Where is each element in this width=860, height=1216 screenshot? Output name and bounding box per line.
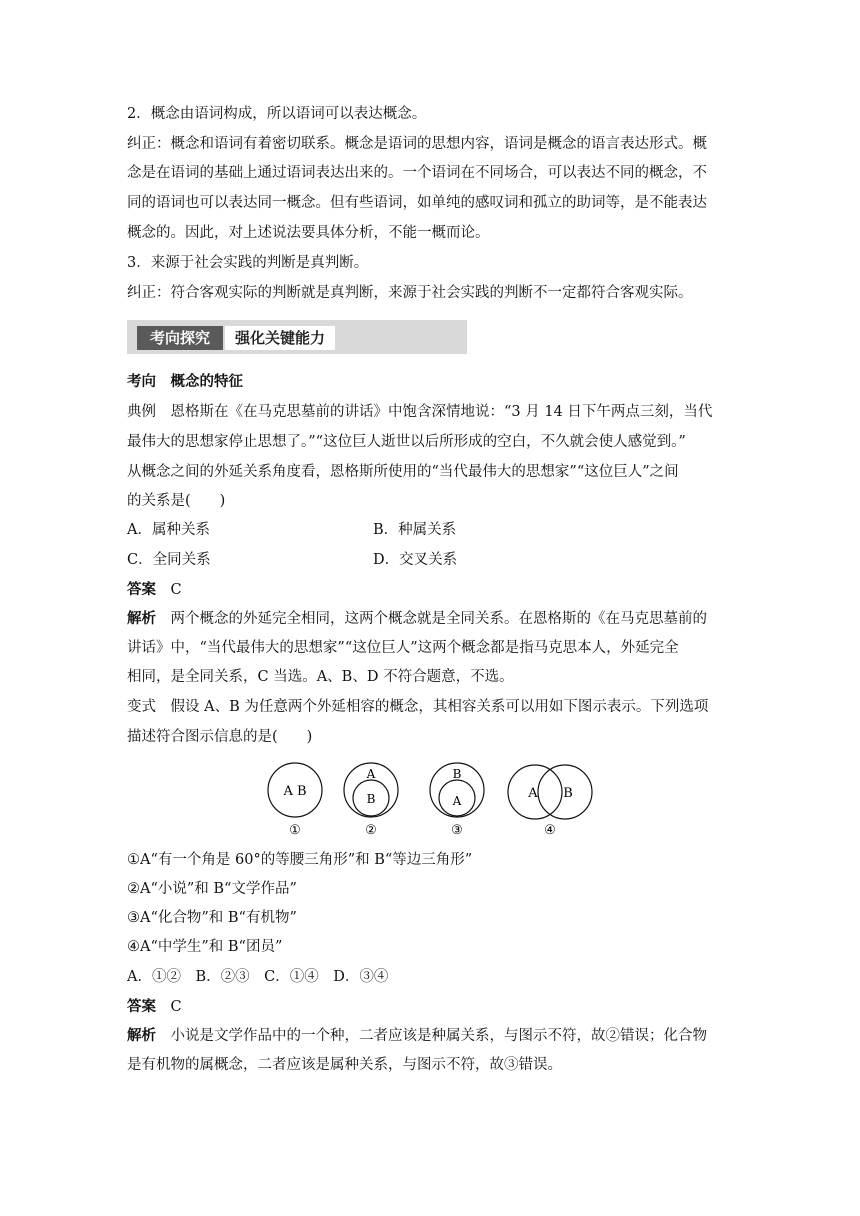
diagram-1-number: ① xyxy=(289,823,301,838)
diagram-1 xyxy=(268,763,322,838)
answer-label: 答案 xyxy=(127,582,156,598)
text-line: 概念的。因此，对上述说法要具体分析，不能一概而论。 xyxy=(127,225,490,241)
example-line: 从概念之间的外延关系角度看，恩格斯所使用的“当代最伟大的思想家”“这位巨人”之间 xyxy=(127,464,679,480)
analysis-line: 讲话》中，“当代最伟大的思想家”“这位巨人”这两个概念都是指马克思本人，外延完全 xyxy=(127,640,679,656)
diagram-3-inner-label: A xyxy=(452,794,462,808)
answer-value: C xyxy=(170,582,182,598)
concept-relation-diagram xyxy=(260,758,600,840)
text-line: 3．来源于社会实践的判断是真判断。 xyxy=(127,255,369,271)
analysis-text: 小说是文学作品中的一个种，二者应该是种属关系，与图示不符，故②错误；化合物 xyxy=(170,1028,707,1044)
variant-line: 描述符合图示信息的是( ) xyxy=(127,729,313,745)
analysis-text: 两个概念的外延完全相同，这两个概念就是全同关系。在恩格斯的《在马克思墓前的 xyxy=(170,611,707,627)
variant-item: ④A“中学生”和 B“团员” xyxy=(127,939,283,955)
diagram-3-number: ③ xyxy=(451,823,463,838)
option-d: D．交叉关系 xyxy=(373,552,458,568)
answer-value: C xyxy=(170,999,182,1015)
variant-analysis-line: 是有机物的属概念，二者应该是属种关系，与图示不符，故③错误。 xyxy=(127,1057,562,1073)
banner-subtitle: 强化关键能力 xyxy=(225,326,335,350)
option-a: A．属种关系 xyxy=(127,522,210,538)
analysis-label: 解析 xyxy=(127,1028,156,1044)
diagram-3-outer-label: B xyxy=(452,767,462,781)
variant-line: 变式 假设 A、B 为任意两个外延相容的概念，其相容关系可以用如下图示表示。下列选项 xyxy=(127,699,709,715)
answer-row xyxy=(127,580,737,600)
diagram-4-left-label: A xyxy=(528,786,538,801)
section-title: 考向 概念的特征 xyxy=(127,374,243,390)
text-line: 念是在语词的基础上通过语词表达出来的。一个语词在不同场合，可以表达不同的概念，不 xyxy=(127,165,707,181)
variant-analysis-row xyxy=(127,1026,737,1046)
section-banner xyxy=(127,320,467,354)
example-line: 的关系是( ) xyxy=(127,493,226,509)
option-b: B．种属关系 xyxy=(373,522,457,538)
text-line: 纠正：符合客观实际的判断就是真判断，来源于社会实践的判断不一定都符合客观实际。 xyxy=(127,285,693,301)
text-line: 同的语词也可以表达同一概念。但有些语词，如单纯的感叹词和孤立的助词等，是不能表达 xyxy=(127,195,707,211)
diagram-3 xyxy=(430,763,484,838)
variant-item: ②A“小说”和 B“文学作品” xyxy=(127,881,297,897)
analysis-label: 解析 xyxy=(127,611,156,627)
diagram-2-outer-label: A xyxy=(366,767,376,781)
diagram-4 xyxy=(508,765,592,838)
diagram-2 xyxy=(344,763,398,838)
diagram-2-number: ② xyxy=(365,823,377,838)
text-line: 纠正：概念和语词有着密切联系。概念是语词的思想内容，语词是概念的语言表达形式。概 xyxy=(127,136,707,152)
answer-label: 答案 xyxy=(127,999,156,1015)
diagram-4-number: ④ xyxy=(544,823,556,838)
text-line: 2．概念由语词构成，所以语词可以表达概念。 xyxy=(127,106,427,122)
option-c: C．全同关系 xyxy=(127,552,211,568)
analysis-row xyxy=(127,609,737,629)
banner-tag: 考向探究 xyxy=(137,326,223,350)
diagram-1-label: A B xyxy=(283,784,307,799)
variant-item: ③A“化合物”和 B“有机物” xyxy=(127,910,297,926)
diagram-4-right-label: B xyxy=(563,786,573,801)
example-line: 最伟大的思想家停止思想了。”“这位巨人逝世以后所形成的空白，不久就会使人感觉到。” xyxy=(127,434,686,450)
diagram-2-inner-label: B xyxy=(366,792,376,806)
variant-item: ①A“有一个角是 60°的等腰三角形”和 B“等边三角形” xyxy=(127,852,473,868)
example-line: 典例 恩格斯在《在马克思墓前的讲话》中饱含深情地说：“3 月 14 日下午两点三刻，当代 xyxy=(127,404,713,420)
analysis-line: 相同，是全同关系，C 当选。A、B、D 不符合题意，不选。 xyxy=(127,669,514,685)
variant-answer-row xyxy=(127,997,737,1017)
variant-options: A．①② B．②③ C．①④ D．③④ xyxy=(127,969,389,985)
